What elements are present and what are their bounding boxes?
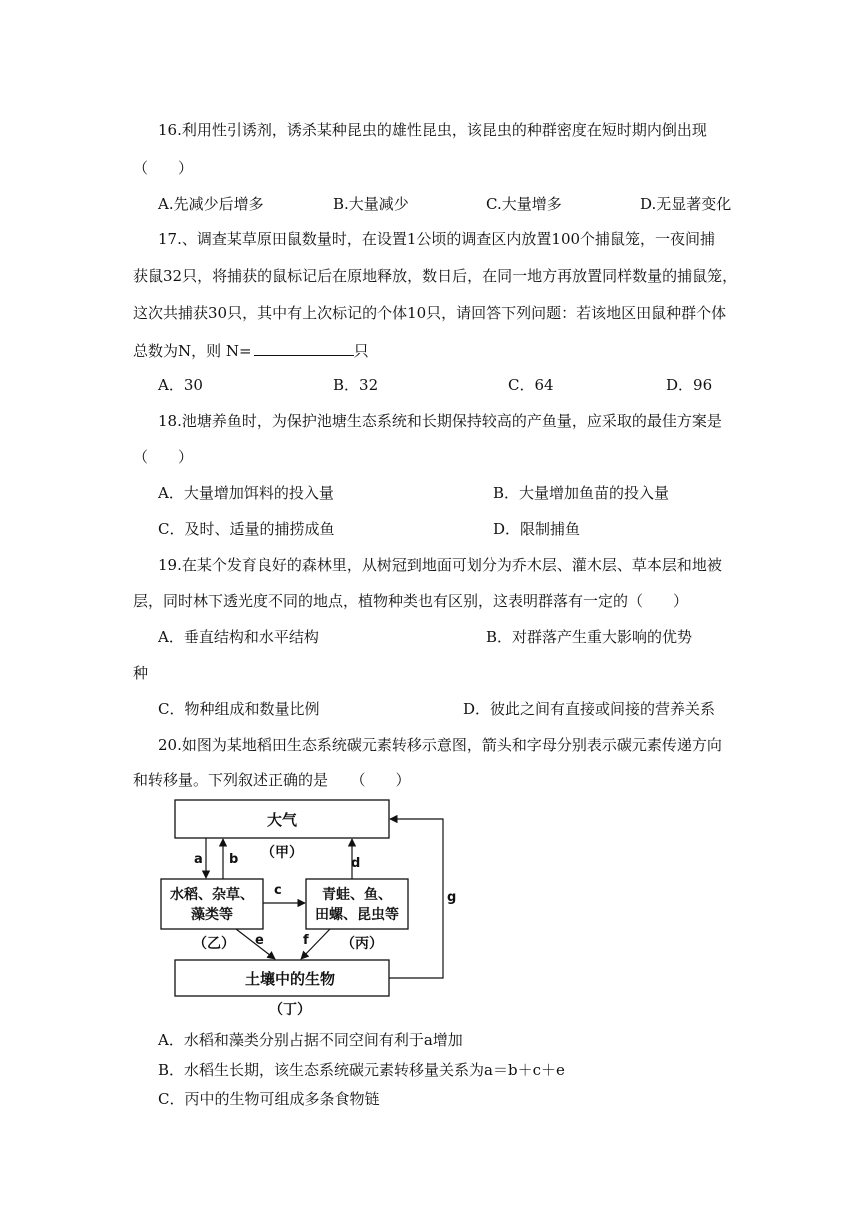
q18-option-b: B．大量增加鱼苗的投入量 [493, 484, 670, 502]
question-19-line-1: 19.在某个发育良好的森林里，从树冠到地面可划分为乔木层、灌木层、草本层和地被 [158, 556, 722, 574]
bing-label: （丙） [341, 936, 383, 952]
label-c: c [274, 883, 282, 898]
q18-option-a: A．大量增加饵料的投入量 [158, 484, 334, 502]
yi-label: （乙） [193, 936, 235, 952]
q19-option-a: A．垂直结构和水平结构 [158, 628, 319, 646]
question-20-line-2: 和转移量。下列叙述正确的是 （ ） [133, 771, 411, 789]
consumer-line-2: 田螺、昆虫等 [315, 907, 399, 923]
q16-option-d: D.无显著变化 [640, 195, 732, 213]
jia-label: （甲） [261, 845, 303, 861]
q19-option-c: C．物种组成和数量比例 [158, 700, 320, 718]
producer-line-2: 藻类等 [191, 907, 233, 923]
q19-option-b-wrap: 种 [133, 664, 149, 682]
q17-option-a: A．30 [158, 376, 203, 394]
q17-option-c: C．64 [508, 376, 554, 394]
label-f: f [303, 933, 309, 948]
label-a: a [194, 852, 203, 867]
question-17-line-3: 这次共捕获30只，其中有上次标记的个体10只，请回答下列问题：若该地区田鼠种群个体 [133, 304, 727, 322]
label-b: b [229, 852, 239, 867]
q17-prompt: 总数为N，则 N= [133, 342, 252, 360]
question-19-line-2: 层，同时林下透光度不同的地点，植物种类也有区别，这表明群落有一定的（ ） [133, 592, 689, 610]
q20-option-a: A．水稻和藻类分别占据不同空间有利于a增加 [158, 1031, 463, 1049]
q19-option-b: B．对群落产生重大影响的优势 [486, 628, 693, 646]
label-e: e [255, 933, 264, 948]
question-16-line-1: 16.利用性引诱剂，诱杀某种昆虫的雄性昆虫，该昆虫的种群密度在短时期内倒出现 [158, 121, 707, 139]
q20-option-c: C．丙中的生物可组成多条食物链 [158, 1090, 380, 1108]
label-d: d [351, 856, 361, 871]
q16-option-c: C.大量增多 [486, 195, 562, 213]
q17-option-b: B．32 [333, 376, 379, 394]
q16-option-b: B.大量减少 [333, 195, 409, 213]
question-17-line-2: 获鼠32只，将捕获的鼠标记后在原地释放，数日后，在同一地方再放置同样数量的捕鼠笼， [133, 267, 738, 285]
q18-option-c: C．及时、适量的捕捞成鱼 [158, 520, 335, 538]
arrow-g [389, 819, 443, 978]
q18-option-d: D．限制捕鱼 [493, 520, 581, 538]
question-17-line-1: 17.、调查某草原田鼠数量时，在设置1公顷的调查区内放置100个捕鼠笼，一夜间捕 [158, 230, 716, 248]
answer-blank [254, 339, 354, 356]
q19-option-d: D．彼此之间有直接或间接的营养关系 [463, 700, 716, 718]
question-20-line-1: 20.如图为某地稻田生态系统碳元素转移示意图，箭头和字母分别表示碳元素传递方向 [158, 736, 722, 754]
soil-label: 土壤中的生物 [244, 970, 336, 988]
question-16-line-2: （ ） [133, 159, 194, 177]
q20-option-b: B．水稻生长期，该生态系统碳元素转移量关系为a＝b＋c＋e [158, 1061, 565, 1079]
question-17-line-4 [133, 339, 369, 361]
label-g: g [447, 890, 457, 905]
carbon-transfer-diagram [150, 795, 460, 1025]
q17-option-d: D．96 [666, 376, 713, 394]
question-18-line-1: 18.池塘养鱼时，为保护池塘生态系统和长期保持较高的产鱼量，应采取的最佳方案是 [158, 412, 722, 430]
producer-line-1: 水稻、杂草、 [170, 887, 254, 903]
q17-unit: 只 [353, 342, 369, 360]
question-18-line-2: （ ） [133, 448, 194, 466]
ding-label: （丁） [269, 1002, 311, 1018]
atmosphere-label: 大气 [266, 811, 298, 829]
consumer-line-1: 青蛙、鱼、 [322, 887, 392, 903]
q16-option-a: A.先减少后增多 [158, 195, 264, 213]
